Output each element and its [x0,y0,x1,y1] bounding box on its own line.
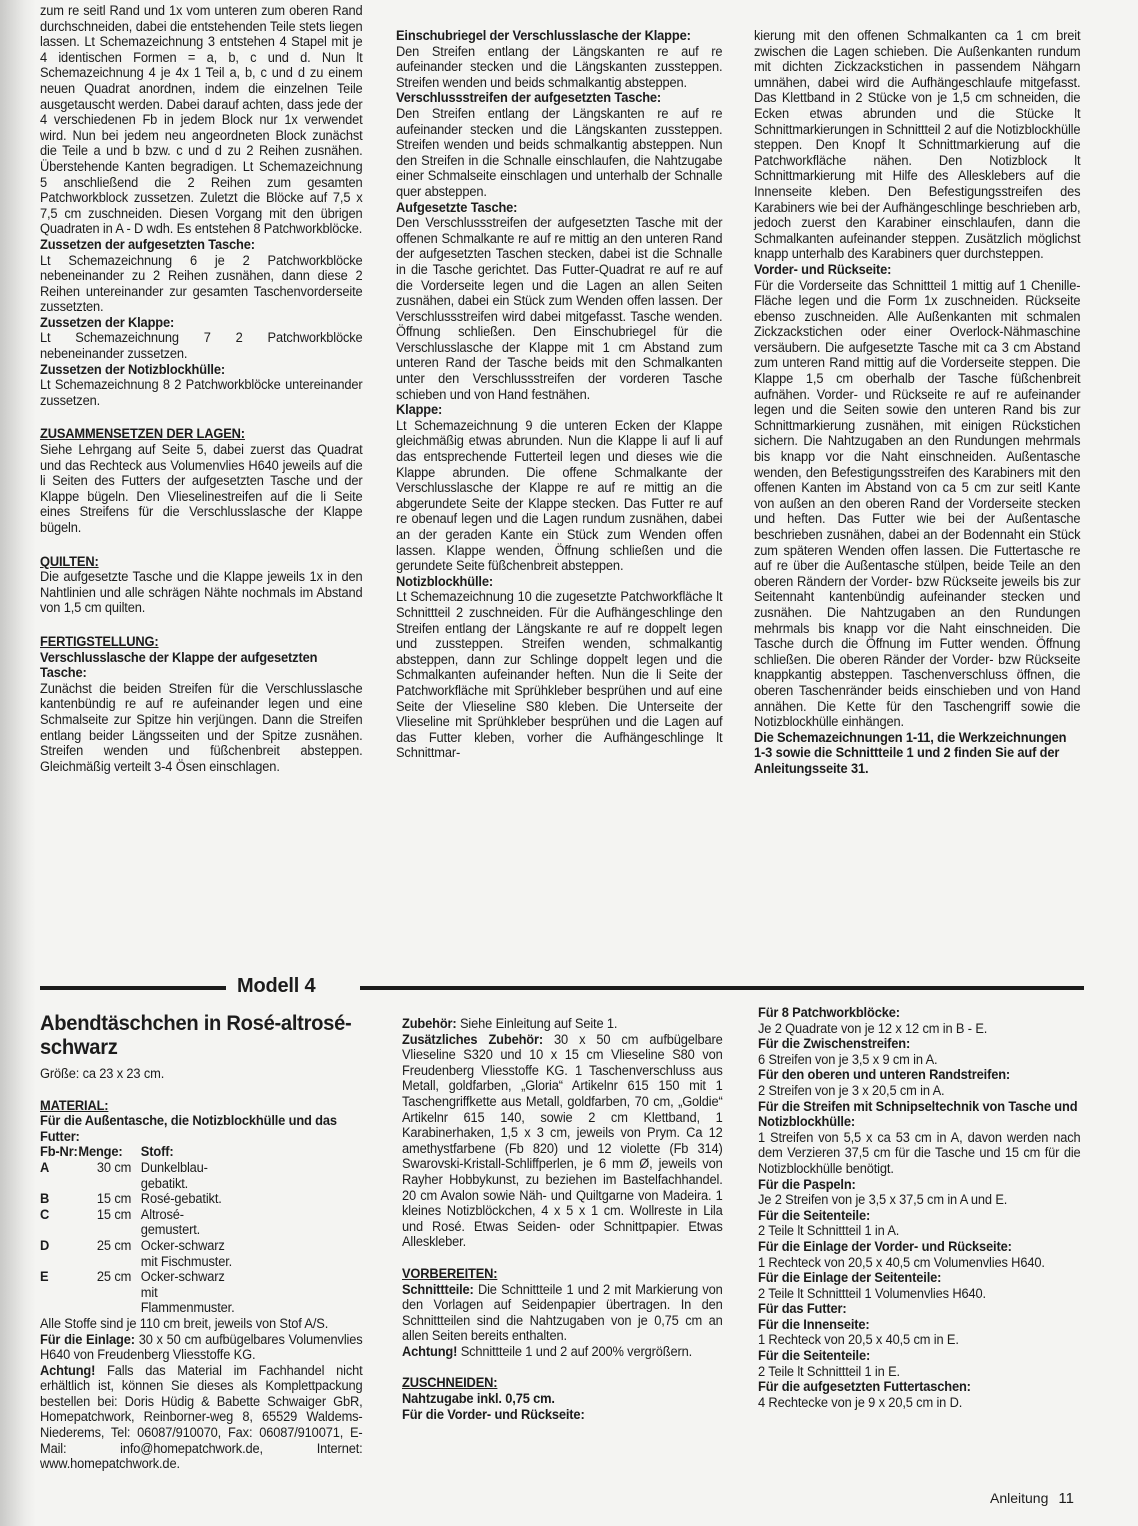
col4-heading-1: Für die Außentasche, die Notizblockhülle und das Futter: [40,1113,337,1144]
divider-left [40,986,226,990]
col6-heading-8: Für die Einlage der Seitenteile: [758,1270,942,1286]
row-stoff: Ocker-schwarz mit Flammenmuster. [140,1269,235,1316]
material-row [40,1191,235,1207]
col2-heading-3: Aufgesetzte Tasche: [396,199,518,215]
col5-heading-1: Nahtzugabe inkl. 0,75 cm. [402,1391,555,1407]
col6-para-8: 2 Teile lt Schnittteil 1 Volumenvlies H640. [758,1285,986,1301]
col1-intro: zum re seitl Rand und 1x vom unteren zum oberen Rand durchschneiden, dabei die entstehenden Teile stets liegen lassen. Lt Schemazeichnung 3 entstehen 4 Stapel mit je 4 identischen Formen = a, b, c und d. Nun lt Schemazeichnung 4 je 4x 1 Teil a, b, c und d zu einem neuen Quadrat anordnen, indem die einzelnen Teile ausgetauscht werden. Dabei darauf achten, dass jede der 4 verschiedenen Fb in jedem Block nur 1x verwendet wird. Nun bei jedem neu angeordneten Block zunächst die Teile a und b bzw. c und d zu 2 Reihen zusnähen. Überstehende Kanten begradigen. Lt Schemazeichnung 5 anschließend die 2 Reihen zum gesamten Patchworkblock zussetzen. Zuletzt die Blöcke auf 7,5 x 7,5 cm zuschneiden. Diesen Vorgang mit den übrigen Quadraten in A - D wdh. Es entstehen 8 Patchworkblöcke. [40,3,363,237]
col2-heading-2: Verschlussstreifen der aufgesetzten Tasche: [396,90,662,106]
label-achtung-2: Achtung! [402,1343,458,1359]
col6-heading-3: Für den oberen und unteren Randstreifen: [758,1067,1011,1083]
col1-para-6: Zunächst die beiden Streifen für die Verschlusslasche kantenbündig re auf re aufeinander legen und eine Schmalseite zur Spitze hin verjüngen. Dann die Streifen entlang beider Längsseiten und der Spitze zusnähen. Streifen wenden und füßchenbreit absteppen. Gleichmäßig verteilt 3-4 Ösen einschlagen. [40,680,363,774]
text-achtung: Falls das Material im Fachhandel nicht erhältlich ist, können Sie dieses als Komplettpackung bestellen bei: Doris Hüdig & Babette Schwaiger GbR, Homepatchwork, Reinborner-weg 8, 65529 Waldems-Niederems, Tel: 06087/910070, Fax: 06087/910071, E-Mail: info@homepatchwork.de, Internet: www.homepatchwork.de. [40,1362,363,1472]
material-table [40,1144,235,1316]
col2-heading-4: Klappe: [396,402,443,418]
col3-heading-1: Vorder- und Rückseite: [754,261,892,277]
col3-para-1: kierung mit den offenen Schmalkanten ca 1 cm breit zwischen die Lagen schieben. Die Außenkanten rundum mit dichten Zickzackstichen in passendem Nähgarn umnähen, dabei wird die Aufhängeschlaufe mitgefasst. Das Klettband in 2 Stücke von je 1,5 cm schneiden, die Ecken etwas abrunden und die Stücke lt Schnittmarkierungen in Schnittteil 2 auf die Notizblockhülle steppen. Den Knopf lt Schnittmarkierung auf die Patchworkfläche nähen. Den Notizblock lt Schnittmarkierung mit Hilfe des Allesklebers auf die Innenseite kleben. Den Befestigungsstreifen des Karabiners wie bei der Aufhängeschlinge beschrieben arb, jedoch zuerst den Karabiner einschlaufen, dann die Schmalkanten aufeinander steppen. Zusätzlich möglichst knapp unterhalb des Karabiners quer durchsteppen. [754,28,1081,262]
material-row [40,1160,235,1191]
col1-heading-1: Zussetzen der aufgesetzten Tasche: [40,236,255,252]
col1-heading-2: Zussetzen der Klappe: [40,314,175,330]
col6-heading-9: Für das Futter: [758,1301,847,1317]
row-fb: A [40,1159,50,1175]
row-stoff: Altrosé-gemustert. [140,1206,201,1238]
col6-heading-2: Für die Zwischenstreifen: [758,1036,911,1052]
material-row [40,1238,235,1269]
col6-para-10: 1 Rechteck von 20,5 x 40,5 cm in E. [758,1332,959,1348]
row-menge: 15 cm [96,1206,132,1222]
section-quilten: QUILTEN: [40,553,99,569]
material-table-header [40,1144,235,1160]
col6-heading-1: Für 8 Patchworkblöcke: [758,1005,900,1020]
row-fb: E [40,1269,49,1285]
column-4 [40,1012,363,1472]
modell-label: Modell 4 [237,975,316,997]
footer-label: Anleitung [990,1490,1049,1506]
col4-para-1: Alle Stoffe sind je 110 cm breit, jeweils von Stof A/S. [40,1315,329,1331]
section-material: MATERIAL: [40,1097,109,1113]
col6-para-4: 1 Streifen von 5,5 x ca 53 cm in A, davon werden nach dem Verzieren 37,5 cm für die Tasche und 15 cm für die Notizblockhülle benötigt. [758,1129,1081,1176]
col2-para-5: Lt Schemazeichnung 10 die zugesetzte Patchworkfläche lt Schnittteil 2 zuschneiden. Für die Aufhängeschlinge den Streifen entlang der Längskante re auf re doppelt legen und zussteppen. Streifen wenden, schmalkantig absteppen, dann zur Schlinge doppelt legen und die Schmalkanten aufeinander heften. Nun die li Seite der Patchworkfläche mit Sprühkleber besprühen und auf eine Seite der Vlieseline S80 kleben. Die Unterseite der Vlieseline mit Sprühkleber besprühen und die Lagen auf das Futter kleben, vorher die Aufhängeschlinge lt Schnittmar- [396,589,723,761]
col1-para-3: Lt Schemazeichnung 8 2 Patchworkblöcke untereinander zussetzen. [40,377,363,408]
row-stoff: Rosé-gebatikt. [140,1191,222,1207]
col2-para-4: Lt Schemazeichnung 9 die unteren Ecken der Klappe gleichmäßig etwas abrunden. Nun die Klappe li auf li auf das entsprechende Futterteil legen und dieses wie die Klappe abrunden. Die offene Schmalkante der Verschlusslasche der Klappe re auf re mittig an die abgerundete Seite der Klappe stecken. Das Futter re auf re obenauf legen und die Lagen rundum zusnähen, dabei an der geraden Kante ein Stück zum Wenden offen lassen. Klappe wenden, Öffnung schließen und die gerundete Seite füßchenbreit absteppen. [396,417,723,574]
text-achtung-2: Schnittteile 1 und 2 auf 200% vergrößern. [460,1343,693,1359]
col6-para-7: 1 Rechteck von 20,5 x 40,5 cm Volumenvlies H640. [758,1254,1045,1270]
col5-para-4 [402,1344,723,1360]
modell-size: Größe: ca 23 x 23 cm. [40,1066,165,1081]
header-menge: Menge: [78,1144,123,1160]
label-zubehoer: Zubehör: [402,1016,457,1031]
col4-para-3 [40,1363,363,1472]
col6-heading-11: Für die Seitenteile: [758,1348,871,1364]
col3-closing-note: Die Schemazeichnungen 1-11, die Werkzeichnungen 1-3 sowie die Schnittteile 1 und 2 finden Sie auf der Anleitungsseite 31. [754,729,1067,776]
column-3 [754,28,1080,777]
col6-heading-4: Für die Streifen mit Schnipseltechnik von Tasche und Notizblockhülle: [758,1098,1078,1130]
col3-para-2: Für die Vorderseite das Schnittteil 1 mittig auf 1 Chenille-Fläche legen und die Form 1x zuschneiden. Rückseite ebenso zuschneiden. Alle Außenkanten mit schmalen Zickzackstichen oder einer Overlock-Nähmaschine versäubern. Die aufgesetzte Tasche mit ca 3 cm Abstand zum unteren Rand mittig auf die Vorderseite steppen. Die Klappe 1,5 cm oberhalb der Tasche füßchenbreit aufnähen. Vorder- und Rückseite re auf re aufeinander legen und die Seiten sowie den unteren Rand bis zur Schnittmarkierung zusnähen, mit einigen Rückstichen sichern. Die Nahtzugaben an den Rundungen mehrmals bis knapp vor die Naht einschneiden. Außentasche wenden, den Befestigungsstreifen des Karabiners mit den offenen Kanten im Abstand von ca 5 cm zur seitl Kante von außen an den oberen Rand der Vorderseite stecken und heften. Das Futter wie bei der Außentasche beschrieben zusnähen, dabei an der Bodennaht ein Stück zum späteren Wenden offen lassen. Die Futtertasche re auf re über die Außentasche stülpen, beide Teile an den oberen Rändern der Vorder- bzw Rückseite jeweils bis zur Seitennaht kantenbündig aufeinander stecken und zusnähen. Die Nahtzugaben an den Rundungen mehrmals bis knapp vor die Naht einschneiden. Die Tasche durch die Öffnung im Futter wenden. Öffnung schließen. Die oberen Ränder der Vorder- bzw Rückseite knappkantig absteppen. Taschenverschluss öffnen, die oberen Taschenränder beids einschieben und von Hand annähen. Die Kette für den Taschengriff sowie die Notizblockhülle einhängen. [754,277,1081,730]
col6-heading-7: Für die Einlage der Vorder- und Rückseite: [758,1238,1012,1254]
col2-heading-1: Einschubriegel der Verschlusslasche der Klappe: [396,28,691,43]
text-einlage: 30 x 50 cm aufbügelbares Volumenvlies H640 von Freudenberg Vliesstoffe KG. [40,1331,363,1363]
label-einlage: Für die Einlage: [40,1331,135,1347]
column-5 [402,1016,723,1422]
row-menge: 15 cm [96,1191,132,1207]
col6-para-1: Je 2 Quadrate von je 12 x 12 cm in B - E. [758,1020,988,1036]
column-6 [758,1005,1081,1410]
col1-heading-4: Verschlusslasche der Klappe der aufgesetzten Tasche: [40,649,318,681]
col2-para-1: Den Streifen entlang der Längskanten re auf re aufeinander stecken und die Längskanten zussteppen. Streifen wenden und beids schmalkantig absteppen. [396,43,723,90]
row-menge: 25 cm [96,1237,132,1253]
row-menge: 25 cm [96,1269,132,1285]
section-zusammensetzen: ZUSAMMENSETZEN DER LAGEN: [40,426,245,442]
col2-heading-5: Notizblockhülle: [396,573,493,589]
label-schnittteile: Schnittteile: [402,1281,474,1297]
col6-heading-12: Für die aufgesetzten Futtertaschen: [758,1379,971,1395]
col6-heading-6: Für die Seitenteile: [758,1207,871,1223]
section-vorbereiten: VORBEREITEN: [402,1265,498,1281]
row-stoff: Ocker-schwarz mit Fischmuster. [140,1237,233,1269]
page-footer [990,1490,1074,1507]
col1-para-2: Lt Schemazeichnung 7 2 Patchworkblöcke nebeneinander zussetzen. [40,330,363,362]
header-stoff: Stoff: [140,1144,174,1160]
col6-para-5: Je 2 Streifen von je 3,5 x 37,5 cm in A und E. [758,1192,1008,1208]
label-achtung: Achtung! [40,1362,96,1378]
col2-para-3: Den Verschlussstreifen der aufgesetzten Tasche mit der offenen Schmalkante re auf re mittig an den unteren Rand der aufgesetzten Taschen stecken, dabei ist die Schnalle in die Tasche gerichtet. Das Futter-Quadrat re auf re auf die Vorderseite legen und die Lagen an allen Seiten zusnähen, dabei ein Stück zum Wenden offen lassen. Der Verschlussstreifen wird dabei mitgefasst. Tasche wenden. Öffnung schließen. Den Einschubriegel für die Verschlusslasche der Klappe mit 1 cm Abstand zum unteren Rand der Tasche beids mit den Schmalkanten unter den Verschlussstreifen der vorderen Tasche schieben und von Hand festnähen. [396,215,723,402]
row-fb: C [40,1206,50,1222]
col5-para-1 [402,1016,723,1032]
col1-para-1: Lt Schemazeichnung 6 je 2 Patchworkblöcke nebeneinander zu 2 Reihen zusnähen, dann diese 2 Reihen untereinander zur gesamten Taschenvorderseite zussetzten. [40,252,363,315]
col6-para-6: 2 Teile lt Schnittteil 1 in A. [758,1223,900,1239]
divider-right [360,986,1084,990]
text-schnittteile: Die Schnittteile 1 und 2 mit Markierung von den Vorlagen auf Seidenpapier übertragen. In den Schnittteilen sind die Nahtzugaben von je 0,75 cm an allen Seiten bereits enthalten. [402,1281,723,1344]
modell-title: Abendtäschchen in Rosé-altrosé-schwarz [40,1012,352,1059]
col6-heading-5: Für die Paspeln: [758,1176,856,1192]
page-edge-shadow [0,0,36,1526]
col4-para-2 [40,1332,363,1363]
column-2 [396,28,722,761]
col6-para-12: 4 Rechtecke von je 9 x 20,5 cm in D. [758,1394,963,1410]
row-fb: B [40,1191,50,1207]
col6-para-3: 2 Streifen von je 3 x 20,5 cm in A. [758,1082,945,1098]
col5-para-2 [402,1032,723,1250]
material-row [40,1269,235,1316]
section-fertigstellung: FERTIGSTELLUNG: [40,633,159,649]
page-number: 11 [1058,1490,1074,1507]
text-zubehoer: Siehe Einleitung auf Seite 1. [459,1016,618,1031]
row-stoff: Dunkelblau-gebatikt. [140,1159,208,1191]
col5-para-3 [402,1282,723,1344]
col1-para-5: Die aufgesetzte Tasche und die Klappe jeweils 1x in den Nahtlinien und alle schrägen Nähte nochmals im Abstand von 1,5 cm quilten. [40,569,363,616]
header-fb: Fb-Nr: [40,1144,78,1160]
col6-heading-10: Für die Innenseite: [758,1316,870,1332]
col1-para-4: Siehe Lehrgang auf Seite 5, dabei zuerst das Quadrat und das Rechteck aus Volumenvlies H640 jeweils auf die li Seiten des Futters der aufgesetzten Tasche und der Klappe bügeln. Den Vlieselinestreifen auf die li Seite eines Streifens für die Verschlusslasche der Klappe bügeln. [40,442,363,535]
col1-heading-3: Zussetzen der Notizblockhülle: [40,361,225,377]
col6-para-2: 6 Streifen von je 3,5 x 9 cm in A. [758,1051,938,1067]
col6-para-11: 2 Teile lt Schnittteil 1 in E. [758,1363,900,1379]
section-zuschneiden: ZUSCHNEIDEN: [402,1375,498,1391]
material-row [40,1207,235,1238]
row-menge: 30 cm [96,1159,132,1175]
row-fb: D [40,1237,50,1253]
col5-heading-2: Für die Vorder- und Rückseite: [402,1406,585,1422]
col2-para-2: Den Streifen entlang der Längskanten re auf re aufeinander stecken und die Längskanten zussteppen. Streifen wenden und beids schmalkantig absteppen. Nun den Streifen in die Schnalle einschlaufen, die Nahtzugabe einer Schmalseite einschlagen und unterhalb der Schnalle quer absteppen. [396,105,723,199]
column-1 [40,3,363,774]
label-zusaetzliches-zubehoer: Zusätzliches Zubehör: [402,1031,543,1047]
text-zusaetzliches-zubehoer: 30 x 50 cm aufbügelbare Vlieseline S320 und 10 x 15 cm Vlieseline S80 von Freudenberg Vliesstoffe KG. 1 Taschenverschluss aus Metall, goldfarben, „Gloria“ Artikelnr 615 150 mit 1 Taschengriffkette aus Metall, goldfarben, 70 cm, „Goldie“ Artikelnr 615 140, sowie 2 cm Klettband, 1 Karabinerhaken, 1,5 x 3 cm, jeweils von Prym. Ca 12 amethystfarbene (Fb 820) und 12 violette (Fb 314) Swarovski-Kristall-Schliffperlen, je 6 mm Ø, jeweils von Rayher Hobbykunst, zu beziehen im Bastelfachhandel. 20 cm Avalon sowie Näh- und Quiltgarne von Madeira. 1 kleines Notizblöckchen, 4 x 5 x 1 cm. Wollreste in Lila und Rosé. Etwas Seiden- oder Schnittpapier. Etwas Alleskleber. [402,1031,723,1250]
